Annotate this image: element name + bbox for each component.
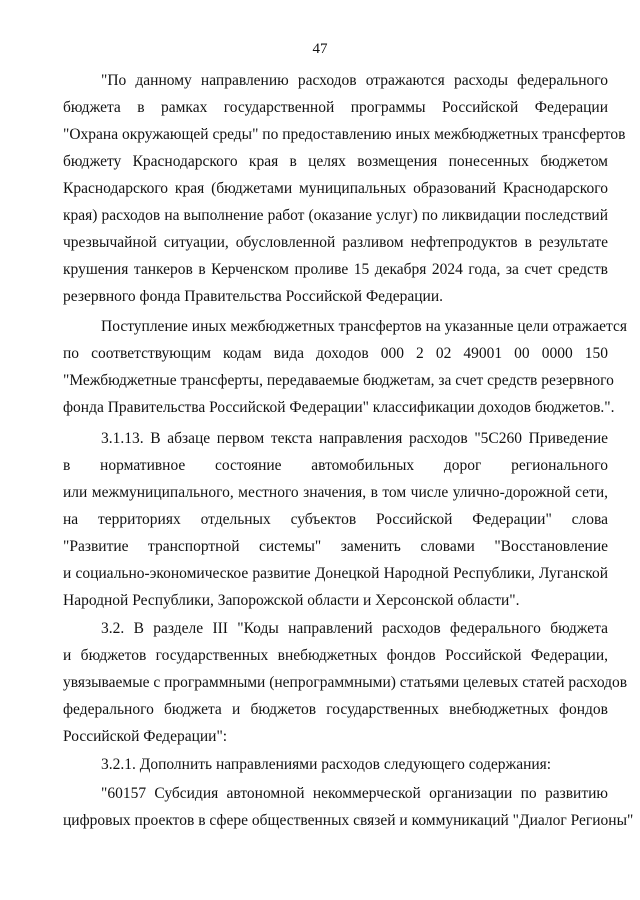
text-line: в нормативное состояние автомобильных дорог регионального — [63, 457, 608, 474]
text-line: фонда Правительства Российской Федерации" классификации доходов бюджетов.". — [63, 399, 615, 416]
text-line: крушения танкеров в Керченском проливе 15 декабря 2024 года, за счет средств — [63, 261, 608, 278]
text-line: Краснодарского края (бюджетами муниципальных образований Краснодарского — [63, 180, 608, 197]
text-line: края) расходов на выполнение работ (оказание услуг) по ликвидации последствий — [63, 207, 608, 224]
text-line: увязываемые с программными (непрограммными) статьями целевых статей расходов — [63, 674, 628, 691]
text-line: резервного фонда Правительства Российской Федерации. — [63, 288, 444, 305]
text-line: и бюджетов государственных внебюджетных фондов Российской Федерации, — [63, 647, 608, 664]
text-line: 3.2.1. Дополнить направлениями расходов следующего содержания: — [101, 756, 552, 773]
text-line: по соответствующим кодам вида доходов 000 2 02 49001 00 0000 150 — [63, 345, 608, 362]
text-line: федерального бюджета и бюджетов государственных внебюджетных фондов — [63, 701, 608, 718]
text-line: на территориях отдельных субъектов Российской Федерации" слова — [63, 511, 608, 528]
text-line: или межмуниципального, местного значения, в том числе улично-дорожной сети, — [63, 484, 608, 501]
page-number: 47 — [312, 41, 328, 57]
text-line: и социально-экономическое развитие Донецкой Народной Республики, Луганской — [63, 565, 608, 582]
text-line: бюджету Краснодарского края в целях возмещения понесенных бюджетом — [63, 153, 608, 170]
text-line: Поступление иных межбюджетных трансфертов на указанные цели отражается — [101, 318, 627, 335]
text-line: "Развитие транспортной системы" заменить словами "Восстановление — [63, 538, 608, 555]
text-line: "Охрана окружающей среды" по предоставлению иных межбюджетных трансфертов — [63, 126, 626, 143]
text-line: "По данному направлению расходов отражаются расходы федерального — [101, 72, 608, 89]
text-line: 3.2. В разделе III "Коды направлений расходов федерального бюджета — [101, 620, 608, 637]
text-line: "60157 Субсидия автономной некоммерческой организации по развитию — [101, 785, 608, 802]
text-line: чрезвычайной ситуации, обусловленной разливом нефтепродуктов в результате — [63, 234, 608, 251]
text-line: "Межбюджетные трансферты, передаваемые бюджетам, за счет средств резервного — [63, 372, 614, 389]
text-line: 3.1.13. В абзаце первом текста направления расходов "5С260 Приведение — [101, 430, 608, 447]
text-line: Народной Республики, Запорожской области и Херсонской области". — [63, 592, 520, 609]
text-line: цифровых проектов в сфере общественных связей и коммуникаций "Диалог Регионы" — [63, 812, 634, 829]
text-line: бюджета в рамках государственной программы Российской Федерации — [63, 99, 608, 116]
text-line: Российской Федерации": — [63, 728, 228, 745]
